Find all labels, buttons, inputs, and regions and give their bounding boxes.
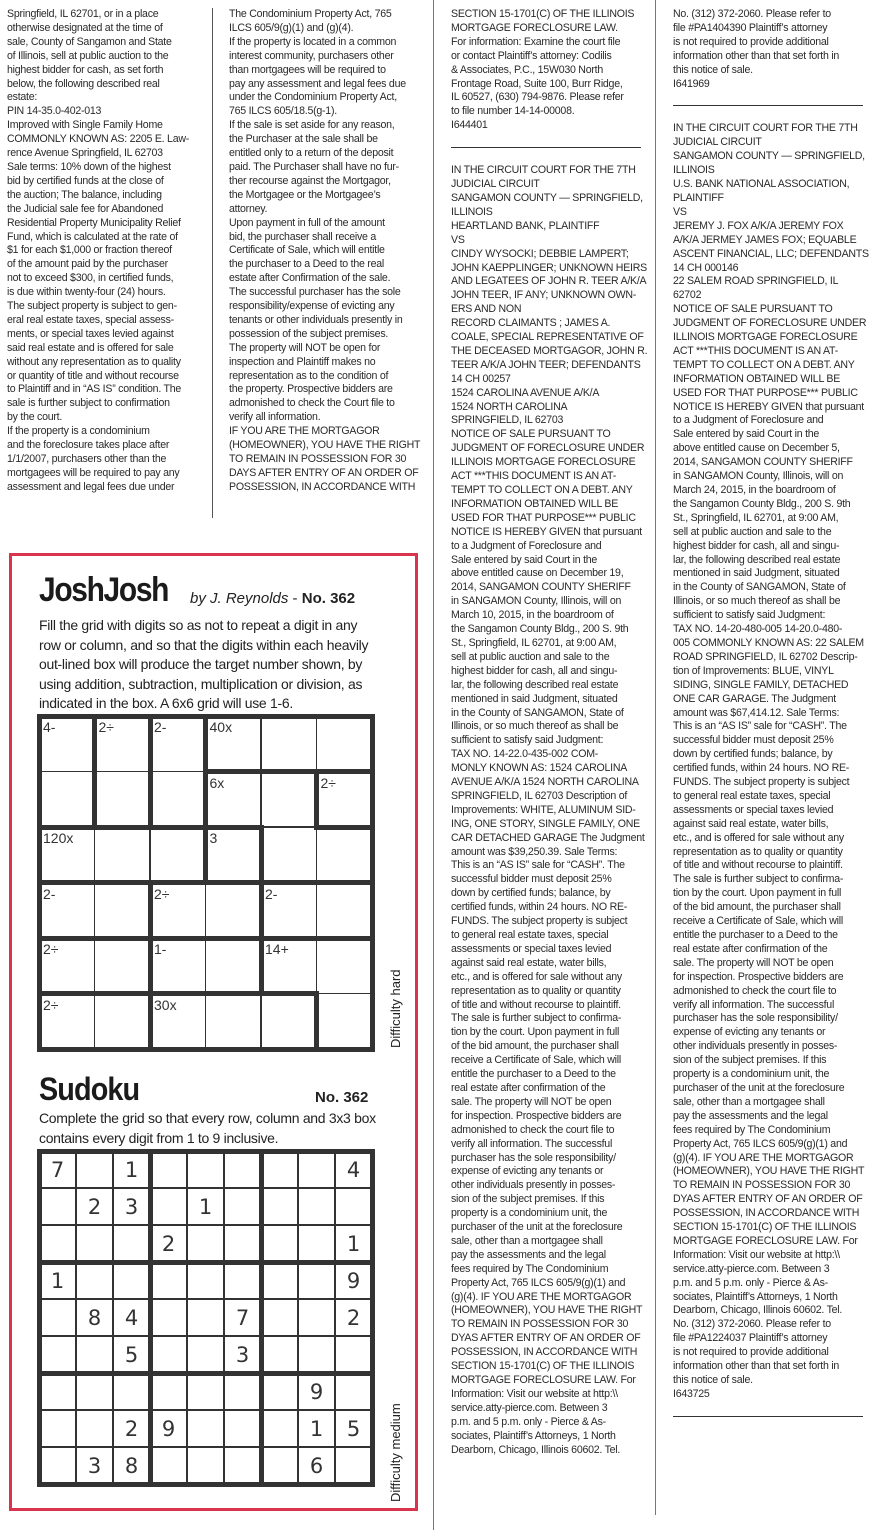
sudoku-cell: 2: [161, 1231, 176, 1256]
box-border: [259, 1149, 264, 1487]
grid-line: [316, 883, 318, 939]
cage-border: [92, 714, 97, 775]
sudoku-cell: [187, 1299, 224, 1336]
sudoku-cell: [335, 1336, 372, 1373]
box-border: [37, 1260, 375, 1265]
legal-notice-text: SECTION 15-1701(C) OF THE ILLINOIS MORTGAGE FORECLOSURE LAW. For information: Examine the court file or contact Plaintiff’s attorney: Codilis & Associates, P.C., 15W030 North Frontage Road, Suite 100, Burr Ridge, IL 60527, (630) 794-9876. Please refer to file number 14-14-00008. I644401: [451, 8, 635, 132]
box-border: [37, 1149, 42, 1487]
sudoku-cell: 2: [346, 1305, 361, 1330]
sudoku-cell: [261, 1262, 298, 1299]
legal-column-1: [7, 8, 207, 495]
cage-border: [92, 769, 97, 830]
cage-border: [203, 769, 208, 830]
kenken-cage-clue: 2÷: [43, 996, 59, 1013]
kenken-cell: [317, 994, 373, 1050]
sudoku-cell: [224, 1188, 261, 1225]
sudoku-cell: [224, 1225, 261, 1262]
sudoku-cell: 1: [124, 1157, 139, 1182]
sudoku-cell: [187, 1447, 224, 1484]
cage-border: [259, 936, 320, 941]
grid-line: [37, 1224, 375, 1226]
kenken-title: JoshJosh: [39, 571, 169, 609]
byline-separator: -: [288, 590, 302, 607]
sudoku-cell: [261, 1373, 298, 1410]
sudoku-cell: 4: [124, 1305, 139, 1330]
cage-border: [148, 769, 153, 830]
puzzle-box: [9, 553, 418, 1511]
cage-border: [37, 1047, 98, 1052]
sudoku-cell: [39, 1373, 76, 1410]
cage-border: [259, 880, 264, 941]
cage-border: [259, 991, 320, 996]
cage-border: [148, 714, 153, 775]
cage-border: [37, 991, 42, 1052]
sudoku-cell: 2: [87, 1194, 102, 1219]
kenken-cell: [206, 938, 262, 994]
sudoku-cell: [187, 1262, 224, 1299]
sudoku-cell: [150, 1151, 187, 1188]
sudoku-cell: [298, 1336, 335, 1373]
sudoku-cell: 2: [124, 1416, 139, 1441]
kenken-cell: [261, 772, 317, 828]
sudoku-cell: 1: [346, 1231, 361, 1256]
kenken-cell: [95, 938, 151, 994]
cage-border: [259, 825, 264, 886]
cage-border: [37, 936, 42, 997]
kenken-cell: [206, 994, 262, 1050]
cage-border: [37, 825, 98, 830]
sudoku-cell: [298, 1151, 335, 1188]
notice-separator: [673, 105, 863, 106]
cage-border: [37, 714, 42, 775]
sudoku-cell: [261, 1299, 298, 1336]
grid-line: [205, 938, 207, 994]
grid-line: [316, 827, 318, 883]
sudoku-cell: 9: [309, 1379, 324, 1404]
sudoku-cell: 3: [124, 1194, 139, 1219]
grid-line: [37, 1335, 375, 1337]
grid-line: [150, 771, 206, 773]
cage-border: [37, 991, 98, 996]
cage-border: [314, 1047, 375, 1052]
cage-border: [37, 880, 42, 941]
kenken-cage-clue: 2-: [154, 719, 167, 735]
cage-border: [37, 880, 98, 885]
kenken-cell: [261, 827, 317, 883]
cage-border: [370, 825, 375, 886]
legal-column-3: [451, 8, 651, 1457]
cage-border: [370, 880, 375, 941]
grid-line: [297, 1149, 299, 1487]
cage-border: [203, 1047, 264, 1052]
kenken-author: by J. Reynolds: [190, 590, 289, 607]
sudoku-cell: [39, 1410, 76, 1447]
cage-border: [259, 936, 264, 997]
kenken-cage-clue: 30x: [154, 996, 177, 1013]
legal-column-4: [673, 8, 869, 1433]
sudoku-cell: [150, 1262, 187, 1299]
legal-notice-text: No. (312) 372-2060. Please refer to file #PA1404390 Plaintiff’s attorney is not required to provide additional information other than that set forth in this notice of sale. I641969: [673, 8, 840, 90]
kenken-number: No. 362: [301, 590, 356, 607]
sudoku-cell: [298, 1299, 335, 1336]
grid-line: [149, 827, 151, 883]
cage-border: [148, 714, 209, 719]
kenken-cell: [261, 994, 317, 1050]
kenken-cage-clue: 1-: [154, 941, 167, 957]
kenken-byline: [190, 590, 355, 607]
kenken-grid: [39, 716, 372, 1049]
sudoku-cell: [76, 1336, 113, 1373]
sudoku-cell: [224, 1373, 261, 1410]
cage-border: [314, 991, 319, 1052]
cage-border: [148, 991, 209, 996]
sudoku-cell: [76, 1225, 113, 1262]
sudoku-cell: [187, 1225, 224, 1262]
sudoku-cell: 9: [161, 1416, 176, 1441]
sudoku-cell: 5: [124, 1342, 139, 1367]
sudoku-cell: [76, 1151, 113, 1188]
legal-notice-text: The Condominium Property Act, 765 ILCS 605/9(g)(1) and (g)(4). If the property is located in a common interest community, purchasers other than mortgagees will be required to pay any assessment and legal fees due under the Condominium Property Act, 765 ILCS 605/18.5(g-1). If the sale is set aside for any reason, the Purchaser at the sale shall be entitled only to a return of the deposit paid. The Purchaser shall have no fur- ther recourse against the Mortgagor, the Mortgagee or the Mortgagee’s attorney. Upon payment in full of the amount bid, the purchaser shall receive a Certificate of Sale, which will entitle the purchaser to a Deed to the real estate after Confirmation of the sale. The successful purchaser has the sole responsibility/expense of evicting any tenants or other individuals presently in possession of the subject premises. The property will NOT be open for inspection and Plaintiff makes no representation as to the condition of the property. Prospective bidders are admonished to check the Court file to verify all information. IF YOU ARE THE MORTGAGOR (HOMEOWNER), YOU HAVE THE RIGHT TO REMAIN IN POSSESSION FOR 30 DAYS AFTER ENTRY OF AN ORDER OF POSSESSION, IN ACCORDANCE WITH: [229, 8, 421, 493]
sudoku-cell: [261, 1447, 298, 1484]
grid-line: [223, 1149, 225, 1487]
sudoku-instructions: Complete the grid so that every row, column and 3x3 box contains every digit from 1 to 9 inclusive.: [39, 1110, 376, 1146]
sudoku-cell: 4: [346, 1157, 361, 1182]
sudoku-cell: [150, 1299, 187, 1336]
sudoku-cell: [335, 1373, 372, 1410]
sudoku-cell: [335, 1188, 372, 1225]
kenken-cell: [206, 883, 262, 939]
kenken-cell: [39, 772, 95, 828]
cage-border: [314, 769, 375, 774]
box-border: [37, 1482, 375, 1487]
grid-line: [75, 1149, 77, 1487]
sudoku-cell: 8: [124, 1453, 139, 1478]
cage-border: [92, 936, 153, 941]
kenken-cell: [95, 994, 151, 1050]
kenken-cell: [95, 772, 151, 828]
cage-border: [314, 880, 375, 885]
grid-line: [37, 1409, 375, 1411]
cage-border: [203, 936, 264, 941]
sudoku-cell: [298, 1262, 335, 1299]
column-divider: [212, 8, 213, 518]
sudoku-cell: 3: [235, 1342, 250, 1367]
grid-line: [260, 716, 262, 772]
cage-border: [148, 880, 153, 941]
sudoku-cell: 1: [198, 1194, 213, 1219]
kenken-cage-clue: 2÷: [154, 885, 170, 902]
sudoku-cell: [298, 1225, 335, 1262]
kenken-instructions: Fill the grid with digits so as not to repeat a digit in any row or column, and so that the digits within each heavily out-lined box will produce the target number shown, by using addition, subtraction, multiplication or division, as indicated in the box. A 6x6 grid will use 1-6.: [39, 617, 369, 711]
kenken-cage-clue: 6x: [209, 774, 225, 791]
sudoku-cell: [76, 1373, 113, 1410]
sudoku-cell: [39, 1447, 76, 1484]
box-border: [37, 1371, 375, 1376]
sudoku-grid: [39, 1151, 372, 1484]
cage-border: [370, 714, 375, 775]
kenken-cell: [317, 883, 373, 939]
grid-line: [260, 772, 262, 828]
cage-border: [148, 1047, 209, 1052]
sudoku-cell: [39, 1299, 76, 1336]
grid-line: [316, 716, 318, 772]
sudoku-cell: [76, 1262, 113, 1299]
sudoku-cell: [150, 1188, 187, 1225]
grid-line: [316, 938, 318, 994]
cage-border: [203, 769, 264, 774]
kenken-cell: [95, 827, 151, 883]
sudoku-cell: 8: [87, 1305, 102, 1330]
legal-column-2: [229, 8, 434, 495]
kenken-cage-clue: 40x: [209, 719, 233, 735]
cage-border: [92, 991, 153, 996]
kenken-difficulty: Difficulty hard: [388, 969, 403, 1048]
sudoku-cell: [261, 1188, 298, 1225]
kenken-cell: [95, 883, 151, 939]
cage-border: [314, 825, 375, 830]
sudoku-cell: [261, 1151, 298, 1188]
sudoku-cell: [187, 1151, 224, 1188]
sudoku-cell: [113, 1373, 150, 1410]
cage-border: [259, 714, 320, 719]
cage-border: [203, 825, 264, 830]
grid-line: [112, 1149, 114, 1487]
legal-notice-text: IN THE CIRCUIT COURT FOR THE 7TH JUDICIAL CIRCUIT SANGAMON COUNTY — SPRINGFIELD, ILLINOIS U.S. BANK NATIONAL ASSOCIATION, PLAINTIFF VS JEREMY J. FOX A/K/A JEREMY FOX A/K/A JERMEY JAMES FOX; EQUABLE ASCENT FINANCIAL, LLC; DEFENDANTS 14 CH 000146 22 SALEM ROAD SPRINGFIELD, IL 62702 NOTICE OF SALE PURSUANT TO JUDGMENT OF FORECLOSURE UNDER ILLINOIS MORTGAGE FORECLOSURE ACT ***THIS DOCUMENT IS AN AT- TEMPT TO COLLECT ON A DEBT. ANY INFORMATION OBTAINED WILL BE USED FOR THAT PURPOSE*** PUBLIC NOTICE IS HEREBY GIVEN that pursuant to a Judgment of Foreclosure and Sale entered by said Court in the above entitled cause on December 5, 2014, SANGAMON COUNTY SHERIFF in SANGAMON County, Illinois, will on March 24, 2015, in the boardroom of the Sangamon County Bldg., 200 S. 9th St., Springfield, IL 62701, at 9:00 AM, sell at public auction and sale to the highest bidder for cash, all and singu- lar, the following described real estate mentioned in said Judgment, situated in the County of SANGAMON, State of Illinois, or so much thereof as shall be sufficient to satisfy said Judgment: TAX NO. 14-20-480-005 14-20.0-480- 005 COMMONLY KNOWN AS: 22 SALEM ROAD SPRINGFIELD, IL 62702 Descrip- tion of Improvements: BLUE, VINYL SIDING, SINGLE FAMILY, DETACHED ONE CAR GARAGE. The Judgment amount was $67,414.12. Sale Terms: This is an “AS IS” sale for “CASH”. The successful bidder must deposit 25% down by certified funds; balance, by certified funds, within 24 hours. NO RE- FUNDS. The subject property is subject to general real estate taxes, special assessments or special taxes levied against said real estate, water bills, etc., and is offered for sale without any representation as to quality or quantity of title and without recourse to plaintiff. The sale is further subject to confirma- tion by the court. Upon payment in full of the bid amount, the purchaser shall receive a Certificate of Sale, which will entitle the purchaser to a Deed to the real estate after confirmation of the sale. The property will NOT be open for inspection. Prospective bidders are admonished to check the court file to verify all information. The successful purchaser has the sole responsibility/ expense of evicting any tenants or other individuals presently in posses- sion of the subject premises. If this property is a condominium unit, the purchaser of the unit at the foreclosure sale, other than a mortgagee shall pay the assessments and the legal fees required by The Condominium Property Act, 765 ILCS 605/9(g)(1) and (g)(4). IF YOU ARE THE MORTGAGOR (HOMEOWNER), YOU HAVE THE RIGHT TO REMAIN IN POSSESSION FOR 30 DYAS AFTER ENTRY OF AN ORDER OF POSSESSION, IN ACCORDANCE WITH SECTION 15-1701(C) OF THE ILLINOIS MORTGAGE FORECLOSURE LAW. For Information: Visit our website at http:\\ service.atty-pierce.com. Between 3 p.m. and 5 p.m. only - Pierce & As- sociates, Plaintiff’s Attorneys, 1 North Dearborn, Chicago, Illinois 60602. Tel. No. (312) 372-2060. Please refer to file #PA1224037 Plaintiff’s attorney is not required to provide additional information other than that set forth in this notice of sale. I643725: [673, 122, 869, 1400]
sudoku-cell: [261, 1410, 298, 1447]
cage-border: [37, 825, 42, 886]
sudoku-cell: [224, 1410, 261, 1447]
sudoku-cell: 5: [346, 1416, 361, 1441]
cage-border: [370, 936, 375, 997]
cage-border: [203, 714, 264, 719]
cage-border: [259, 880, 320, 885]
cage-border: [203, 880, 264, 885]
legal-notice-text: IN THE CIRCUIT COURT FOR THE 7TH JUDICIAL CIRCUIT SANGAMON COUNTY — SPRINGFIELD, ILLINOIS HEARTLAND BANK, PLAINTIFF VS CINDY WYSOCKI; DEBBIE LAMPERT; JOHN KAEPPLINGER; UNKNOWN HEIRS AND LEGATEES OF JOHN R. TEER A/K/A JOHN TEER, IF ANY; UNKNOWN OWN- ERS AND NON RECORD CLAIMANTS ; JAMES A. COALE, SPECIAL REPRESENTATIVE OF THE DECEASED MORTGAGOR, JOHN R. TEER A/K/A JOHN TEER; DEFENDANTS 14 CH 00257 1524 CAROLINA AVENUE A/K/A 1524 NORTH CAROLINA SPRINGFIELD, IL 62703 NOTICE OF SALE PURSUANT TO JUDGMENT OF FORECLOSURE UNDER ILLINOIS MORTGAGE FORECLOSURE ACT ***THIS DOCUMENT IS AN AT- TEMPT TO COLLECT ON A DEBT. ANY INFORMATION OBTAINED WILL BE USED FOR THAT PURPOSE*** PUBLIC NOTICE IS HEREBY GIVEN that pursuant to a Judgment of Foreclosure and Sale entered by said Court in the above entitled cause on December 19, 2014, SANGAMON COUNTY SHERIFF in SANGAMON County, Illinois, will on March 10, 2015, in the boardroom of the Sangamon County Bldg., 200 S. 9th St., Springfield, IL 62701, at 9:00 AM, sell at public auction and sale to the highest bidder for cash, all and singu- lar, the following described real estate mentioned in said Judgment, situated in the County of SANGAMON, State of Illinois, or so much thereof as shall be sufficient to satisfy said Judgment: TAX NO. 14-22.0-435-002 COM- MONLY KNOWN AS: 1524 CAROLINA AVENUE A/K/A 1524 NORTH CAROLINA SPRINGFIELD, IL 62703 Description of Improvements: WHITE, ALUMINUM SID- ING, ONE STORY, SINGLE FAMILY, ONE CAR DETACHED GARAGE The Judgment amount was $39,250.39. Sale Terms: This is an “AS IS” sale for “CASH”. The successful bidder must deposit 25% down by certified funds; balance, by certified funds, within 24 hours. NO RE- FUNDS. The subject property is subject to general real estate taxes, special assessments or special taxes levied against said real estate, water bills, etc., and is offered for sale without any representation as to quality or quantity of title and without recourse to plaintiff. The sale is further subject to confirma- tion by the court. Upon payment in full of the bid amount, the purchaser shall receive a Certificate of Sale, which will entitle the purchaser to a Deed to the real estate after confirmation of the sale. The property will NOT be open for inspection. Prospective bidders are admonished to check the court file to verify all information. The successful purchaser has the sole responsibility/ expense of evicting any tenants or other individuals presently in posses- sion of the subject premises. If this property is a condominium unit, the purchaser of the unit at the foreclosure sale, other than a mortgagee shall pay the assessments and the legal fees required by The Condominium Property Act, 765 ILCS 605/9(g)(1) and (g)(4). IF YOU ARE THE MORTGAGOR (HOMEOWNER), YOU HAVE THE RIGHT TO REMAIN IN POSSESSION FOR 30 DYAS AFTER ENTRY OF AN ORDER OF POSSESSION, IN ACCORDANCE WITH SECTION 15-1701(C) OF THE ILLINOIS MORTGAGE FORECLOSURE LAW. For Information: Visit our website at http:\\ service.atty-pierce.com. Between 3 p.m. and 5 p.m. only - Pierce & As- sociates, Plaintiff’s Attorneys, 1 North Dearborn, Chicago, Illinois 60602. Tel.: [451, 164, 648, 1456]
sudoku-cell: [150, 1447, 187, 1484]
kenken-cage-clue: 3: [209, 830, 218, 846]
sudoku-cell: [76, 1410, 113, 1447]
notice-separator: [673, 1416, 863, 1417]
sudoku-cell: [224, 1262, 261, 1299]
box-border: [37, 1149, 375, 1154]
grid-line: [94, 994, 96, 1050]
grid-line: [205, 883, 207, 939]
sudoku-cell: [261, 1336, 298, 1373]
grid-line: [94, 827, 96, 883]
cage-border: [37, 769, 42, 830]
sudoku-cell: 6: [309, 1453, 324, 1478]
cage-border: [148, 936, 153, 997]
cage-border: [203, 825, 208, 886]
sudoku-cell: 1: [50, 1268, 65, 1293]
cage-border: [203, 714, 208, 775]
cage-border: [37, 936, 98, 941]
sudoku-cell: [224, 1447, 261, 1484]
cage-border: [314, 769, 319, 830]
cage-border: [203, 991, 264, 996]
legal-notice-text: Springfield, IL 62701, or in a place otherwise designated at the time of sale, County of Sangamon and State of Illinois, sell at public auction to the highest bidder for cash, as set forth below, the following described real estate: PIN 14-35.0-402-013 Improved with Single Family Home COMMONLY KNOWN AS: 2205 E. Law- rence Avenue Springfield, IL 62703 Sale terms: 10% down of the highest bid by certified funds at the close of the auction; The balance, including the Judicial sale fee for Abandoned Residential Property Municipality Relief Fund, which is calculated at the rate of $1 for each $1,000 or fraction thereof of the amount paid by the purchaser not to exceed $300, in certified funds, is due within twenty-four (24) hours. The subject property is subject to gen- eral real estate taxes, special assess- ments, or special taxes levied against said real estate and is offered for sale without any representation as to quality or quantity of title and without recourse to Plaintiff and in “AS IS” condition. The sale is further subject to confirmation by the court. If the property is a condominium and the foreclosure takes place after 1/1/2007, purchasers other than the mortgagees will be required to pay any assessment and legal fees due under: [7, 8, 190, 493]
sudoku-difficulty: Difficulty medium: [388, 1403, 403, 1502]
box-border: [370, 1149, 375, 1487]
kenken-cell: [150, 827, 206, 883]
grid-line: [95, 771, 151, 773]
column-divider: [433, 0, 434, 1530]
cage-border: [370, 991, 375, 1052]
cage-border: [148, 825, 209, 830]
sudoku-cell: 7: [50, 1157, 65, 1182]
sudoku-cell: [150, 1373, 187, 1410]
kenken-cell: [317, 827, 373, 883]
cage-border: [370, 769, 375, 830]
grid-line: [37, 1446, 375, 1448]
sudoku-cell: [187, 1373, 224, 1410]
cage-border: [148, 880, 209, 885]
grid-line: [94, 883, 96, 939]
sudoku-cell: [224, 1151, 261, 1188]
cage-border: [259, 769, 320, 774]
grid-line: [37, 1298, 375, 1300]
kenken-cage-clue: 2÷: [320, 774, 336, 791]
kenken-cell: [150, 772, 206, 828]
cage-border: [92, 714, 153, 719]
grid-line: [39, 771, 95, 773]
grid-line: [261, 826, 317, 828]
sudoku-cell: [39, 1188, 76, 1225]
kenken-cage-clue: 2-: [43, 885, 56, 902]
sudoku-cell: 9: [346, 1268, 361, 1293]
column-divider: [655, 0, 656, 1515]
notice-separator: [451, 147, 641, 148]
kenken-cage-clue: 2÷: [98, 719, 114, 735]
cage-border: [148, 936, 209, 941]
grid-line: [317, 993, 373, 995]
sudoku-title: Sudoku: [39, 1071, 140, 1107]
sudoku-cell: [39, 1336, 76, 1373]
kenken-cage-clue: 2-: [265, 885, 278, 902]
grid-line: [186, 1149, 188, 1487]
grid-line: [94, 938, 96, 994]
sudoku-cell: [187, 1336, 224, 1373]
kenken-cage-clue: 120x: [43, 830, 74, 846]
sudoku-cell: 1: [309, 1416, 324, 1441]
kenken-cell: [261, 716, 317, 772]
kenken-cage-clue: 14+: [265, 941, 289, 957]
box-border: [148, 1149, 153, 1487]
grid-line: [205, 994, 207, 1050]
sudoku-cell: 7: [235, 1305, 250, 1330]
cage-border: [259, 1047, 320, 1052]
cage-border: [314, 714, 375, 719]
sudoku-cell: [113, 1262, 150, 1299]
sudoku-cell: [298, 1188, 335, 1225]
cage-border: [314, 936, 375, 941]
cage-border: [37, 714, 98, 719]
sudoku-cell: [335, 1447, 372, 1484]
sudoku-cell: [187, 1410, 224, 1447]
sudoku-cell: [39, 1225, 76, 1262]
cage-border: [92, 1047, 153, 1052]
cage-border: [148, 991, 153, 1052]
grid-line: [260, 994, 262, 1050]
sudoku-cell: [261, 1225, 298, 1262]
kenken-cage-clue: 4-: [43, 719, 56, 735]
sudoku-cell: [113, 1225, 150, 1262]
cage-border: [92, 880, 153, 885]
sudoku-cell: [150, 1336, 187, 1373]
kenken-cell: [317, 938, 373, 994]
sudoku-number: No. 362: [315, 1089, 369, 1106]
grid-line: [37, 1187, 375, 1189]
sudoku-cell: 3: [87, 1453, 102, 1478]
kenken-cell: [317, 716, 373, 772]
grid-line: [334, 1149, 336, 1487]
cage-border: [92, 825, 153, 830]
kenken-cage-clue: 2÷: [43, 941, 59, 957]
